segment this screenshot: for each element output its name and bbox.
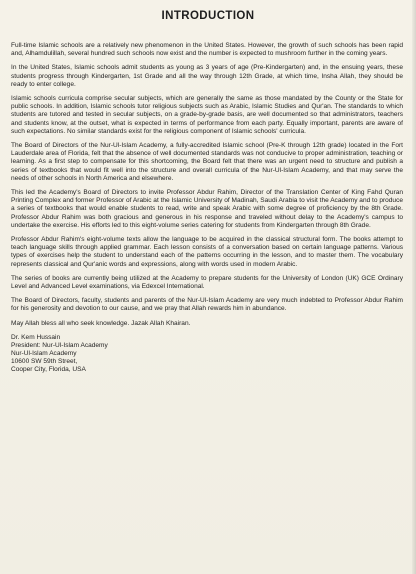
paragraph-6: Professor Abdur Rahim's eight-volume texts allow the language to be acquired in the classical structural form. The books attempt to teach language skills through applied grammar. Each lesson consists of a conversation based on certain language patterns. Various types of exercises help the student to understand each of the patterns occurring in the lesson, and to master them. The vocabulary represents classical and Qur'anic words and expressions, along with words used in modern Arabic. (11, 236, 403, 268)
signature-city: Cooper City, Florida, USA (11, 366, 86, 374)
signature-street: 10600 SW 59th Street, (11, 358, 78, 366)
paragraph-8: The Board of Directors, faculty, students and parents of the Nur-Ul-Islam Academy are very much indebted to Professor Abdur Rahim for his generosity and devotion to our cause, and we pray that Allah rewards him in abundance. (11, 297, 403, 313)
signature-organization: Nur-Ul-Islam Academy (11, 350, 77, 358)
paragraph-3: Islamic schools curricula comprise secular subjects, which are generally the same as those mandated by the County or the State for public schools. In addition, Islamic schools tutor religious subjects such as Arabic, Islamic Studies and Qur'an. The standards to which students are tutored and tested in secular subjects, on a grade-by-grade basis, are well documented so that administrators, teachers and students know, at the outset, what is expected in terms of performance from each party. Equally important, parents are aware of such expectations. No similar standards exist for the religious component of Islamic schools' curricula. (11, 95, 403, 135)
paragraph-4: The Board of Directors of the Nur-Ul-Islam Academy, a fully-accredited Islamic school (Pre-K through 12th grade) located in the Fort Lauderdale area of Florida, felt that the absence of well documented standards was not conducive to proper administration, teaching or learning. As a first step to compensate for this shortcoming, the Board felt that there was an urgent need to structure and publish a series of textbooks that would fit well into the structure and overall curricula of the Nur-Ul-Islam Academy, and that may serve the needs of other schools in North America and elsewhere. (11, 142, 403, 182)
signature-block (11, 334, 403, 374)
signature-name: Dr. Kem Hussain (11, 333, 61, 341)
paragraph-7: The series of books are currently being utilized at the Academy to prepare students for the University of London (UK) GCE Ordinary Level and Advanced Level examinations, via Edexcel International. (11, 274, 403, 291)
page-title: INTRODUCTION (161, 10, 255, 22)
document-body (11, 42, 403, 374)
paragraph-1: Full-time Islamic schools are a relatively new phenomenon in the United States. However, the growth of such schools has been rapid and, Alhamdulillah, several hundred such schools now exist and the number is expected to mushroom further in the coming years. (11, 42, 403, 58)
paragraph-2: In the United States, Islamic schools admit students as young as 3 years of age (Pre-Kindergarten) and, in the ensuing years, these students progress through Kindergarten, 1st Grade and all the way through 12th Grade, at which time, Insha Allah, they should be ready to enter college. (11, 64, 403, 88)
paragraph-5: This led the Academy's Board of Directors to invite Professor Abdur Rahim, Director of the Translation Center of King Fahd Quran Printing Complex and former Professor of Arabic at the Islamic University of Madinah, Saudi Arabia to visit the Academy and to produce a series of textbooks that would enable students to read, write and speak Arabic with some degree of proficiency by the 8th Grade. Professor Abdur Rahim was both gracious and generous in his response and traveled without delay to the Academy's campus to undertake the exercise. His efforts led to this eight-volume series catering for students from Kindergarten through 8th Grade. (11, 189, 403, 229)
paragraph-9: May Allah bless all who seek knowledge. Jazak Allah Khairan. (11, 319, 191, 327)
signature-role: President: Nur-Ul-Islam Academy (11, 341, 108, 349)
